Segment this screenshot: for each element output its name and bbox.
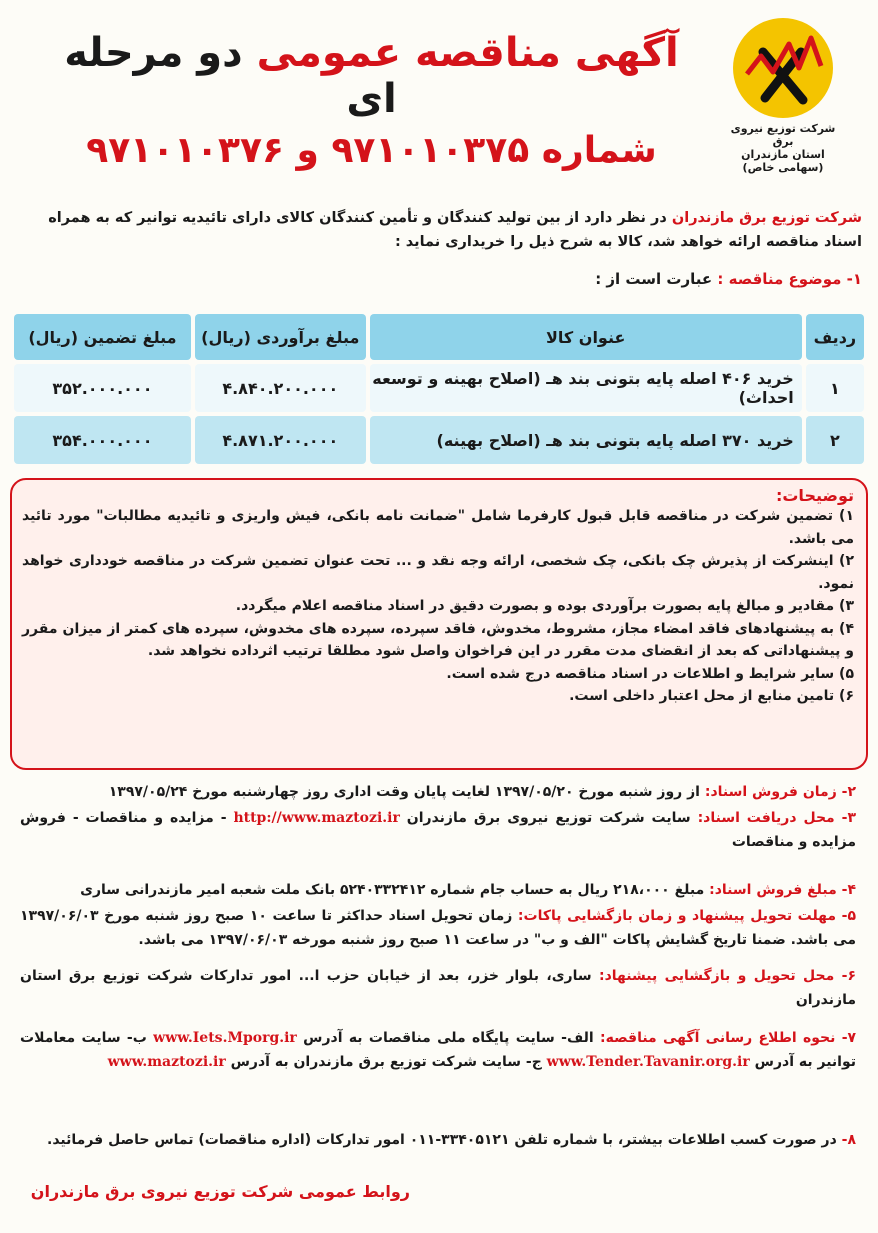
section-docs-price <box>20 878 856 902</box>
iets-link[interactable]: www.Iets.Mporg.ir <box>153 1030 297 1046</box>
notes-box <box>10 478 868 770</box>
section-delivery-place <box>20 964 856 1012</box>
table-row <box>14 364 864 412</box>
company-logo <box>724 18 842 174</box>
items-table <box>10 310 868 468</box>
power-lightning-logo-icon <box>733 18 833 118</box>
table-row <box>14 416 864 464</box>
section-text: - مزایده و مناقصات - فروش مزایده و مناقصات <box>20 810 856 850</box>
tender-subject <box>595 270 862 288</box>
section-label: ۳- محل دریافت اسناد: <box>697 810 856 826</box>
cell-item-title: خرید ۳۷۰ اصله پایه بتونی بند هـ (اصلاح بهینه) <box>370 416 802 464</box>
section-text: ب- سایت معاملات توانیر به آدرس <box>20 1030 856 1070</box>
section-label: ۲- زمان فروش اسناد: <box>704 784 856 800</box>
note-item: ۶) تامین منابع از محل اعتبار داخلی است. <box>569 688 854 704</box>
note-item: ۵) سایر شرایط و اطلاعات در اسناد مناقصه درج شده است. <box>446 665 854 682</box>
logo-company-region: استان مازندران (سهامی خاص) <box>741 148 825 174</box>
section-text: در صورت کسب اطلاعات بیشتر، با شماره تلفن ۳۳۴۰۵۱۲۱-۰۱۱ امور تدارکات (اداره مناقصات) تماس حاصل فرمائید. <box>47 1132 837 1148</box>
cell-row-number: ۱ <box>806 364 864 412</box>
header-estimate: مبلغ برآوردی (ریال) <box>195 314 366 360</box>
section-sale-time <box>20 780 856 804</box>
title-suffix: دو مرحله ای <box>64 30 397 122</box>
section-text: از روز شنبه مورخ ۱۳۹۷/۰۵/۲۰ لغایت پایان وقت اداری روز چهارشنبه مورخ ۱۳۹۷/۰۵/۲۴ <box>108 784 700 800</box>
section-text: مبلغ ۲۱۸،۰۰۰ ریال به حساب جام شماره ۵۲۴۰۳۳۲۴۱۲ بانک ملت شعبه امیر مازندرانی ساری <box>80 882 705 898</box>
cell-guarantee: ۳۵۲.۰۰۰.۰۰۰ <box>14 364 191 412</box>
page-title <box>40 30 703 122</box>
section-label: ۵- مهلت تحویل پیشنهاد و زمان بازگشایی پاکات: <box>517 908 857 924</box>
section-text: الف- سایت پایگاه ملی مناقصات به آدرس <box>303 1030 594 1046</box>
intro-company: شرکت توزیع برق مازندران <box>671 210 862 226</box>
cell-guarantee: ۳۵۴.۰۰۰.۰۰۰ <box>14 416 191 464</box>
section-label: ۸- <box>841 1132 856 1148</box>
note-item: ۱) تضمین شرکت در مناقصه قابل قبول کارفرما شامل "ضمانت نامه بانکی، فیش واریزی و تائیدیه مطالبات" مورد تائید می باشد. <box>22 508 854 547</box>
section-docs-location <box>20 806 856 854</box>
subject-label: ۱- موضوع مناقصه : <box>717 270 862 288</box>
section-contact <box>20 1128 856 1152</box>
tender-numbers: شماره ۹۷۱۰۱۰۳۷۵ و ۹۷۱۰۱۰۳۷۶ <box>86 130 657 171</box>
cell-item-title: خرید ۴۰۶ اصله پایه بتونی بند هـ (اصلاح بهینه و توسعه احداث) <box>370 364 802 412</box>
tavanir-link[interactable]: www.Tender.Tavanir.org.ir <box>546 1054 750 1070</box>
section-text: ج- سایت شرکت توزیع برق مازندران به آدرس <box>230 1054 542 1070</box>
section-label: ۷- نحوه اطلاع رسانی آگهی مناقصه: <box>600 1030 857 1046</box>
footer-signature: روابط عمومی شرکت توزیع نیروی برق مازندران <box>30 1182 410 1201</box>
section-text: سایت شرکت توزیع نیروی برق مازندران <box>406 810 691 826</box>
cell-row-number: ۲ <box>806 416 864 464</box>
note-item: ۴) به پیشنهادهای فاقد امضاء مجاز، مشروط، مخدوش، فاقد سپرده، سپرده های مخدوش، سپرده های کمتر از میزان مقرر و پیشنهاداتی که بعد از انقضای مدت مقرر در این فراخوان واصل شود مطلقا ترتیب اثرداده نخواهد شد. <box>22 620 854 659</box>
section-publication <box>20 1026 856 1074</box>
note-item: ۲) اینشرکت از پذیرش چک بانکی، چک شخصی، ارائه وجه نقد و ... تحت عنوان تضمین شرکت در مناقصه خودداری خواهد نمود. <box>22 553 854 592</box>
header-item-title: عنوان کالا <box>370 314 802 360</box>
note-item: ۳) مقادیر و مبالغ پایه بصورت برآوردی بوده و بصورت دقیق در اسناد مناقصه اعلام میگردد. <box>235 598 854 614</box>
header-row-number: ردیف <box>806 314 864 360</box>
section-label: ۶- محل تحویل و بازگشایی پیشنهاد: <box>599 968 856 984</box>
section-text: زمان تحویل اسناد حداکثر تا ساعت ۱۰ صبح روز شنبه مورخ ۱۳۹۷/۰۶/۰۳ می باشد. ضمنا تاریخ گشایش پاکات "الف و ب" در ساعت ۱۱ صبح روز شنبه مورخه ۱۳۹۷/۰۶/۰۳ می باشد. <box>20 908 856 948</box>
cell-estimate: ۴.۸۷۱.۲۰۰.۰۰۰ <box>195 416 366 464</box>
subject-text: عبارت است از : <box>595 270 713 288</box>
title-prefix: آگهی مناقصه عمومی <box>256 30 679 76</box>
intro-text: در نظر دارد از بین تولید کنندگان و تأمین کنندگان کالای دارای تائیدیه توانیر که به همراه اسناد مناقصه ارائه خواهد شد، کالا به شرح ذیل را خریداری نماید : <box>48 210 862 250</box>
maztozi-site-link[interactable]: www.maztozi.ir <box>107 1054 226 1070</box>
table-header-row <box>14 314 864 360</box>
cell-estimate: ۴.۸۴۰.۲۰۰.۰۰۰ <box>195 364 366 412</box>
header-guarantee: مبلغ تضمین (ریال) <box>14 314 191 360</box>
notes-title: توضیحات: <box>775 486 854 505</box>
maztozi-link[interactable]: http://www.maztozi.ir <box>233 810 400 826</box>
section-label: ۴- مبلغ فروش اسناد: <box>709 882 856 898</box>
section-deadline <box>20 904 856 952</box>
section-text: ساری، بلوار خزر، بعد از خیابان حزب ا... امور تدارکات شرکت توزیع برق استان مازندران <box>20 968 856 1008</box>
intro-paragraph <box>16 206 862 254</box>
notice-title <box>40 30 703 171</box>
logo-company-name: شرکت توزیع نیروی برق <box>730 122 836 148</box>
